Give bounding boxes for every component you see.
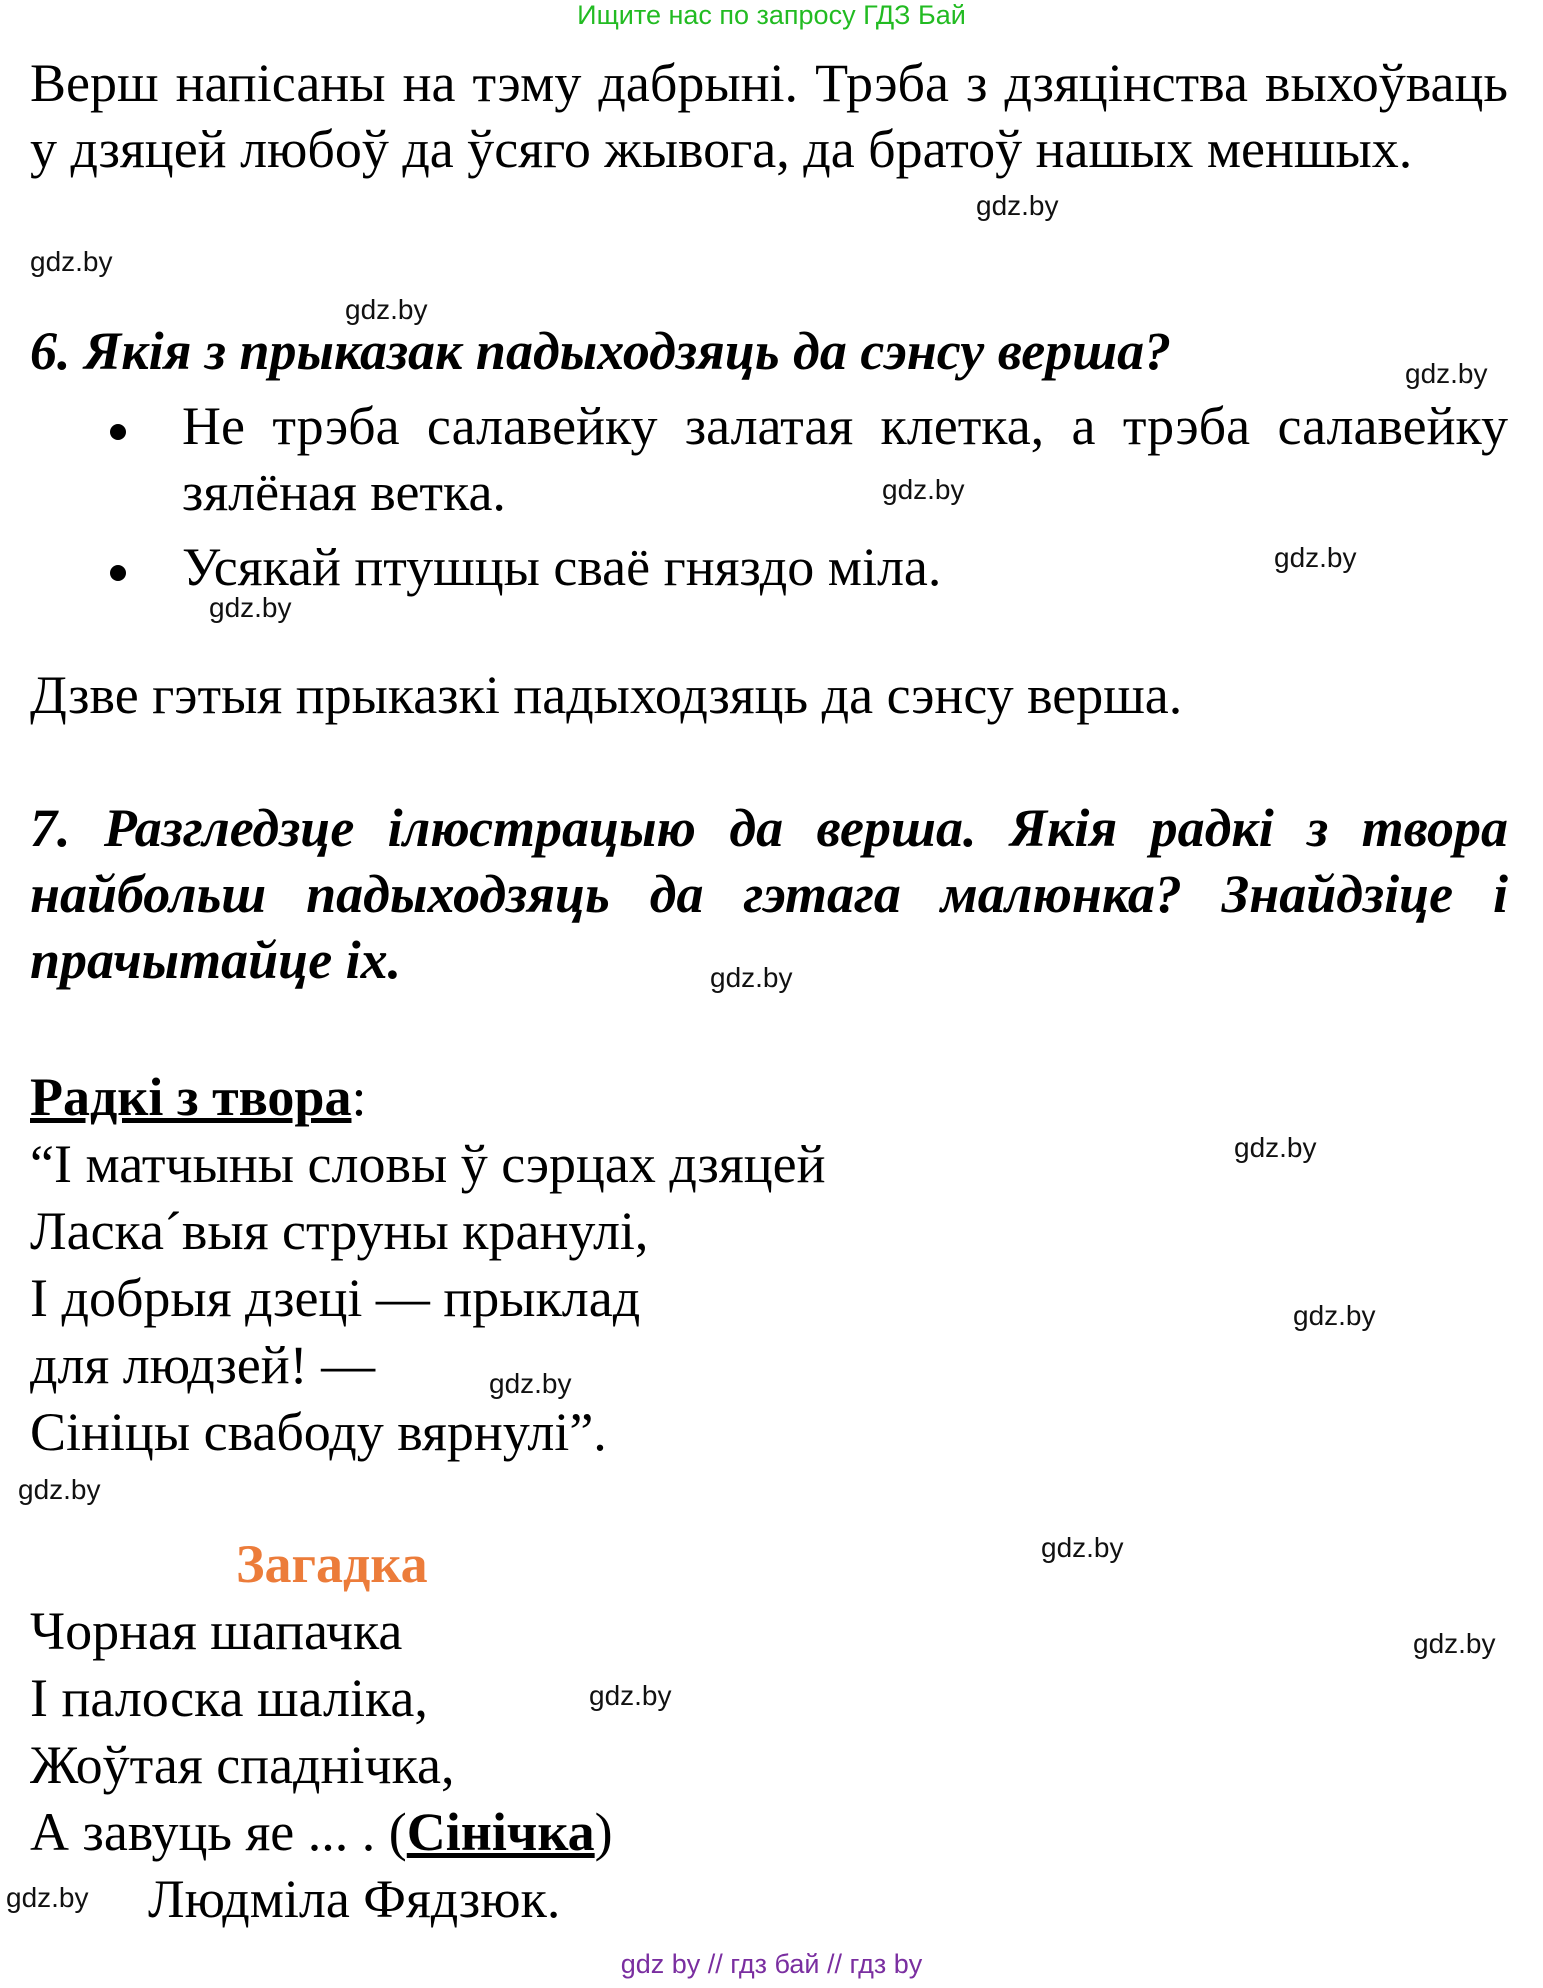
question-6-conclusion: Дзве гэтыя прыказкі падыходзяць да сэнсу верша.: [30, 665, 1183, 725]
watermark: gdz.by: [1274, 542, 1357, 573]
watermark: gdz.by: [1234, 1132, 1317, 1163]
question-6-heading: 6. Якія з прыказак падыходзяць да сэнсу верша?: [30, 321, 1172, 381]
watermark: gdz.by: [1293, 1300, 1376, 1331]
riddle-answer-suffix: ): [594, 1802, 613, 1862]
riddle-answer-prefix: А завуць яе ... . (: [30, 1802, 407, 1862]
bullet-dot: [110, 424, 126, 440]
intro-paragraph: Верш напісаны на тэму дабрыні. Трэба з дзяцінства выхоўваць у дзяцей любоў да ўсяго жывога, да братоў нашых меншых.: [30, 53, 1508, 179]
poem-line: “І матчыны словы ў сэрцах дзяцей: [30, 1134, 826, 1194]
watermark: gdz.by: [6, 1882, 89, 1913]
poem-line: Сініцы свабоду вярнулі”.: [30, 1402, 607, 1462]
proverb-item: Усякай птушцы сваё гняздо міла.: [182, 537, 942, 597]
watermark: gdz.by: [30, 246, 113, 277]
watermark: gdz.by: [1405, 358, 1488, 389]
lines-label-colon: :: [351, 1067, 367, 1127]
watermark: gdz.by: [976, 190, 1059, 221]
riddle-answer: Сінічка: [406, 1802, 595, 1862]
watermark: gdz.by: [489, 1368, 572, 1399]
watermark: gdz.by: [1041, 1532, 1124, 1563]
lines-section-label: [30, 1064, 366, 1130]
watermark: gdz.by: [209, 592, 292, 623]
watermark: gdz.by: [589, 1680, 672, 1711]
watermark: gdz.by: [882, 474, 965, 505]
watermark: gdz.by: [710, 962, 793, 993]
question-7-heading: 7. Разгледзце ілюстрацыю да верша. Якія радкі з твора найбольш падыходзяць да гэтага малюнка? Знайдзіце і прачытайце іх.: [30, 798, 1508, 990]
poem-line: для людзей! —: [30, 1335, 376, 1395]
poem-line: Ласка´выя струны кранулі,: [30, 1201, 649, 1261]
riddle-title: Загадка: [236, 1534, 428, 1594]
riddle-line: І палоска шаліка,: [30, 1668, 428, 1728]
proverb-item: Не трэба салавейку залатая клетка, а трэба салавейку зялёная ветка.: [182, 396, 1508, 522]
top-banner: Ищите нас по запросу ГДЗ Бай: [577, 0, 966, 30]
riddle-author: Людміла Фядзюк.: [148, 1869, 561, 1929]
lines-label-text: Радкі з твора: [30, 1067, 352, 1127]
riddle-line: Чорная шапачка: [30, 1601, 403, 1661]
poem-line: І добрыя дзеці — прыклад: [30, 1268, 641, 1328]
riddle-line: Жоўтая спаднічка,: [30, 1735, 455, 1795]
footer-links: gdz by // гдз бай // гдз by: [620, 1949, 923, 1979]
watermark: gdz.by: [1413, 1628, 1496, 1659]
riddle-answer-line: [30, 1799, 613, 1865]
bullet-dot: [110, 565, 126, 581]
watermark: gdz.by: [345, 294, 428, 325]
watermark: gdz.by: [18, 1474, 101, 1505]
